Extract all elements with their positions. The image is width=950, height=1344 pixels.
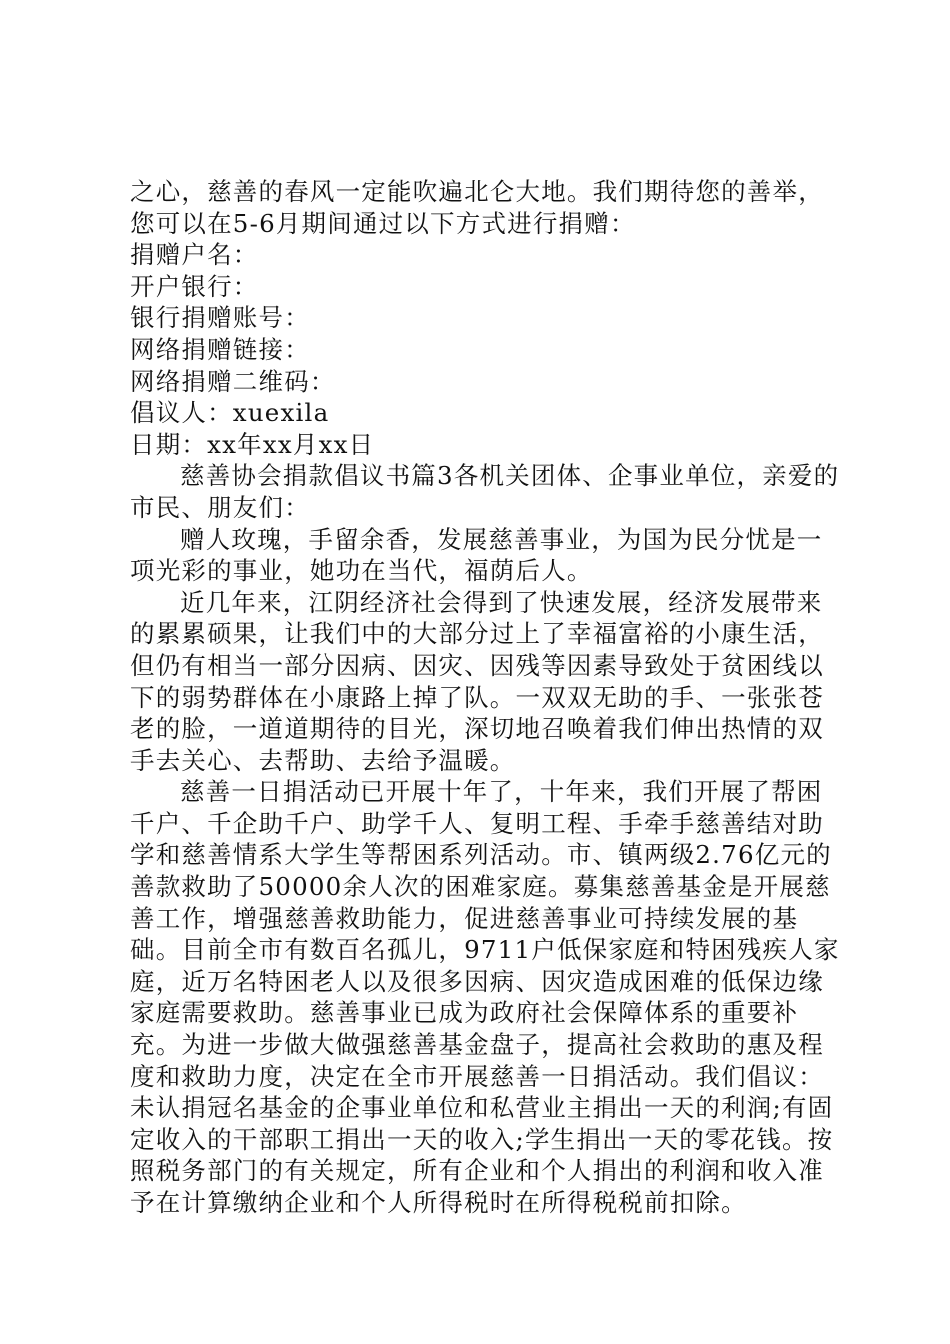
- account-field: 银行捐赠账号：: [130, 303, 310, 333]
- qr-code-field: 网络捐赠二维码：: [130, 366, 336, 396]
- document-body: [130, 176, 840, 1219]
- bank-field: 开户银行：: [130, 271, 259, 301]
- paragraph-development: 近几年来，江阴经济社会得到了快速发展，经济发展带来的累累硕果，让我们中的大部分过上了幸福富裕的小康生活，但仍有相当一部分因病、因灾、因残等因素导致处于贫困线以下的弱势群体在小康路上掉了队。一双双无助的手、一张张苍老的脸，一道道期待的目光，深切地召唤着我们伸出热情的双手去关心、去帮助、去给予温暖。: [130, 587, 824, 775]
- date-field: 日期：xx年xx月xx日: [130, 429, 375, 459]
- donor-name-field: 捐赠户名：: [130, 240, 259, 270]
- online-link-field: 网络捐赠链接：: [130, 334, 310, 364]
- paragraph-intro: 之心，慈善的春风一定能吹遍北仑大地。我们期待您的善举，您可以在5-6月期间通过以下方式进行捐赠：: [130, 177, 824, 238]
- paragraph-title-address: 慈善协会捐款倡议书篇3各机关团体、企事业单位，亲爱的市民、朋友们：: [130, 461, 840, 522]
- paragraph-roses: 赠人玫瑰，手留余香，发展慈善事业，为国为民分忧是一项光彩的事业，她功在当代，福荫后人。: [130, 524, 823, 586]
- paragraph-one-day-donation: 慈善一日捐活动已开展十年了，十年来，我们开展了帮困千户、千企助千户、助学千人、复明工程、手牵手慈善结对助学和慈善情系大学生等帮困系列活动。市、镇两级2.76亿元的善款救助了50000余人次的困难家庭。募集慈善基金是开展慈善工作，增强慈善救助能力，促进慈善事业可持续发展的基础。目前全市有数百名孤儿，9711户低保家庭和特困残疾人家庭，近万名特困老人以及很多因病、因灾造成困难的低保边缘家庭需要救助。慈善事业已成为政府社会保障体系的重要补充。为进一步做大做强慈善基金盘子，提高社会救助的惠及程度和救助力度，决定在全市开展慈善一日捐活动。我们倡议：未认捐冠名基金的企事业单位和私营业主捐出一天的利润;有固定收入的干部职工捐出一天的收入;学生捐出一天的零花钱。按照税务部门的有关规定，所有企业和个人捐出的利润和收入准予在计算缴纳企业和个人所得税时在所得税税前扣除。: [130, 777, 840, 1217]
- initiator-field: 倡议人：xuexila: [130, 398, 330, 428]
